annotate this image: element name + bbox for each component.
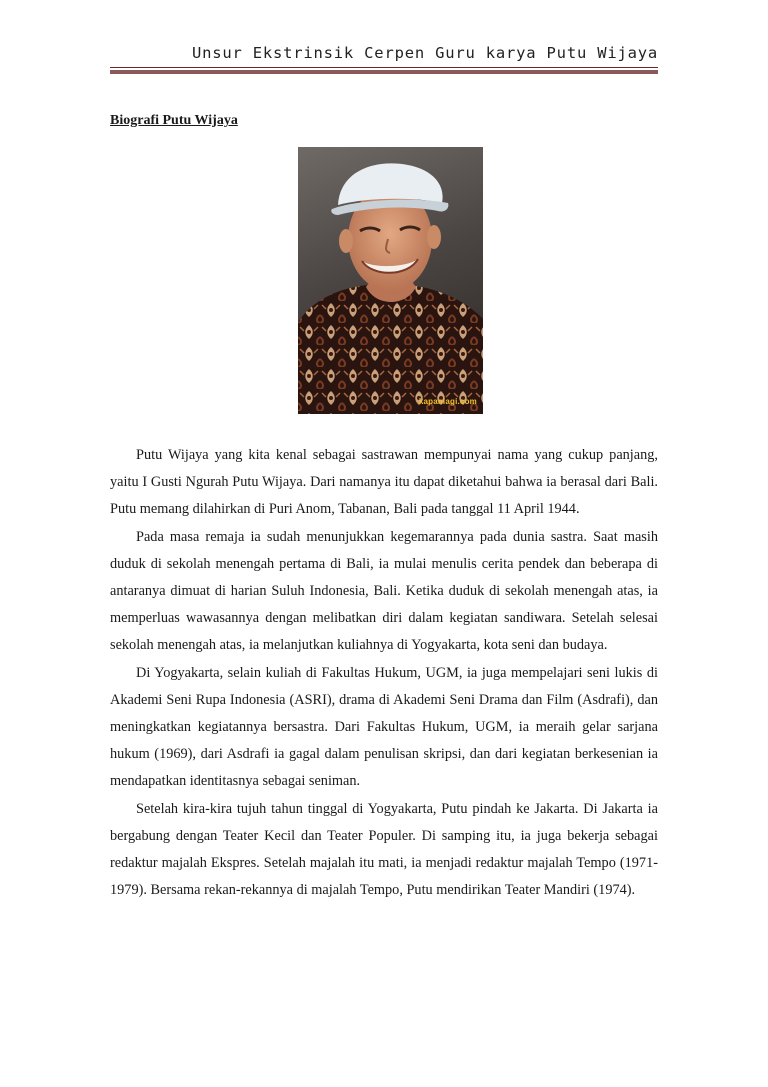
paragraph-birth: Putu Wijaya yang kita kenal sebagai sastrawan mempunyai nama yang cukup panjang, yaitu I Gusti Ngurah Putu Wijaya. Dari namanya itu dapat diketahui bahwa ia berasal dari Bali. Putu memang dilahirkan di Puri Anom, Tabanan, Bali pada tanggal 11 April 1944. [110,447,658,518]
paragraph-youth: Pada masa remaja ia sudah menunjukkan kegemarannya pada dunia sastra. Saat masih duduk di sekolah menengah pertama di Bali, ia mulai menulis cerita pendek dan beberapa di antaranya dimuat di harian Suluh Indonesia, Bali. Ketika duduk di sekolah menengah atas, ia memperluas wawasannya dengan melibatkan diri dalam kegiatan sandiwara. Setelah selesai sekolah menengah atas, ia melanjutkan kuliahnya di Yogyakarta, kota seni dan budaya. [110,528,658,654]
header-rule-thick [110,70,658,74]
paragraph-yogyakarta: Di Yogyakarta, selain kuliah di Fakultas Hukum, UGM, ia juga mempelajari seni lukis di Akademi Seni Rupa Indonesia (ASRI), drama di Akademi Seni Drama dan Film (Asdrafi), dan meningkatkan kegiatannya bersastra. Dari Fakultas Hukum, UGM, ia meraih gelar sarjana hukum (1969), dari Asdrafi ia gagal dalam penulisan skripsi, dan dari kegiatan berkesenian ia mendapatkan identitasnya sebagai seniman. [110,664,658,790]
author-photo [298,147,483,414]
section-heading: Biografi Putu Wijaya [110,113,238,128]
paragraph-jakarta: Setelah kira-kira tujuh tahun tinggal di Yogyakarta, Putu pindah ke Jakarta. Di Jakarta ia bergabung dengan Teater Kecil dan Teater Populer. Di samping itu, ia juga bekerja sebagai redaktur majalah Ekspres. Setelah majalah itu mati, ia menjadi redaktur majalah Tempo (1971-1979). Bersama rekan-rekannya di majalah Tempo, Putu mendirikan Teater Mandiri (1974). [110,800,658,899]
photo-watermark: kapanlagi.com [418,397,477,406]
biography-body [110,442,658,904]
running-header-title: Unsur Ekstrinsik Cerpen Guru karya Putu Wijaya [191,44,658,62]
header-rule-thin [110,67,658,68]
